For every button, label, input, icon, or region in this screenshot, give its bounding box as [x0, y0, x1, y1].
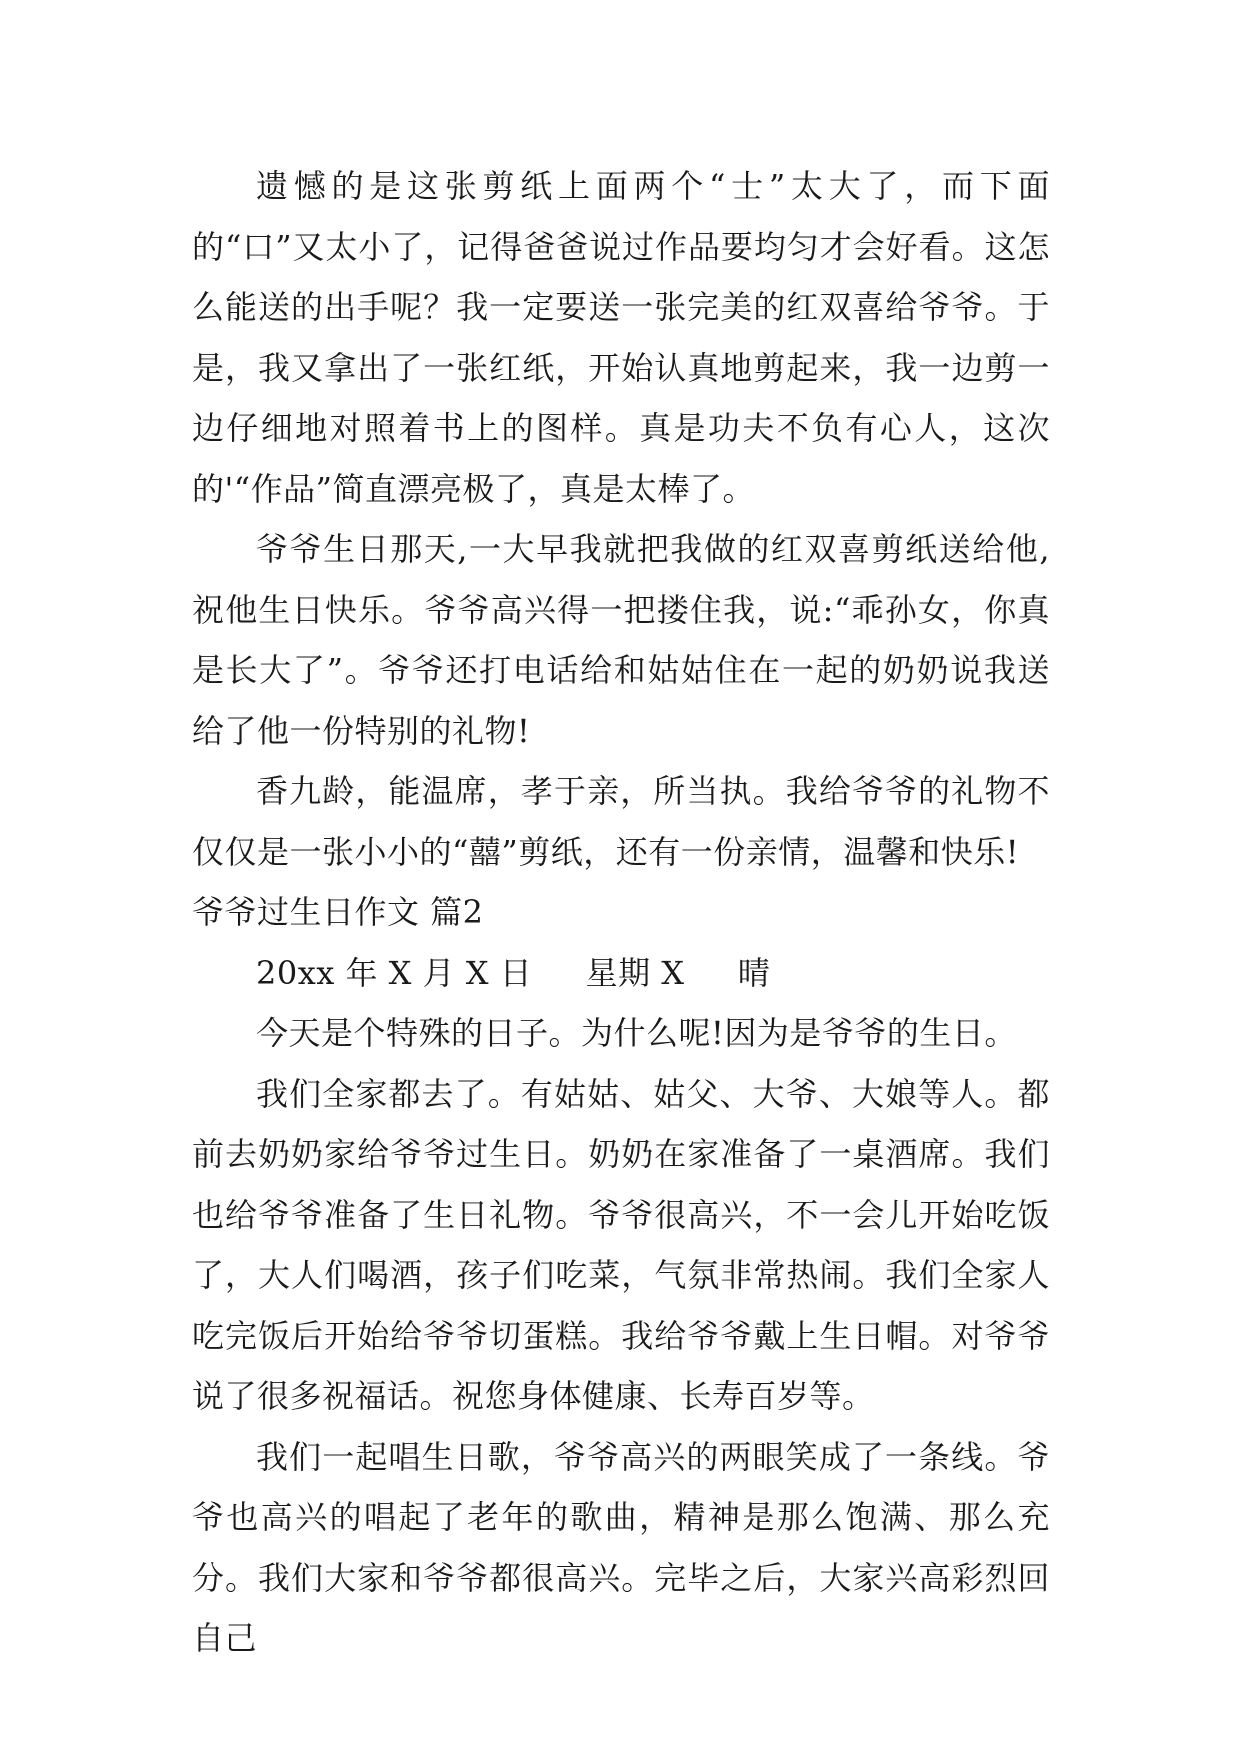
- paragraph-family-gathering: 我们全家都去了。有姑姑、姑父、大爷、大娘等人。都前去奶奶家给爷爷过生日。奶奶在家准备了一桌酒席。我们也给爷爷准备了生日礼物。爷爷很高兴，不一会儿开始吃饭了，大人们喝酒，孩子们吃菜，气氛非常热闹。我们全家人吃完饭后开始给爷爷切蛋糕。我给爷爷戴上生日帽。对爷爷说了很多祝福话。祝您身体健康、长寿百岁等。: [192, 1074, 1050, 1415]
- section-heading: 爷爷过生日作文 篇2: [192, 893, 484, 931]
- dateline: 20xx 年 X 月 X 日 星期 X 晴: [256, 953, 771, 992]
- paragraph-papercut-redo: 遗憾的是这张剪纸上面两个“士”太大了，而下面的“口”又太小了，记得爸爸说过作品要均匀才会好看。这怎么能送的出手呢？我一定要送一张完美的红双喜给爷爷。于是，我又拿出了一张红纸，开始认真地剪起来，我一边剪一边仔细地对照着书上的图样。真是功夫不负有心人，这次的'“作品”简直漂亮极了，真是太棒了。: [192, 167, 1050, 508]
- paragraph-birthday-song: 我们一起唱生日歌，爷爷高兴的两眼笑成了一条线。爷爷也高兴的唱起了老年的歌曲，精神是那么饱满、那么充分。我们大家和爷爷都很高兴。完毕之后，大家兴高彩烈回自己: [192, 1437, 1050, 1657]
- paragraph-birthday-gift: 爷爷生日那天,一大早我就把我做的红双喜剪纸送给他,祝他生日快乐。爷爷高兴得一把搂住我，说:“乖孙女，你真是长大了”。爷爷还打电话给和姑姑住在一起的奶奶说我送给了他一份特别的礼物!: [192, 530, 1050, 750]
- document-body: [192, 156, 1050, 1669]
- paragraph-special-day: 今天是个特殊的日子。为什么呢!因为是爷爷的生日。: [256, 1014, 1017, 1052]
- paragraph-filial-piety: 香九龄，能温席，孝于亲，所当执。我给爷爷的礼物不仅仅是一张小小的“囍”剪纸，还有一份亲情，温馨和快乐!: [192, 772, 1050, 871]
